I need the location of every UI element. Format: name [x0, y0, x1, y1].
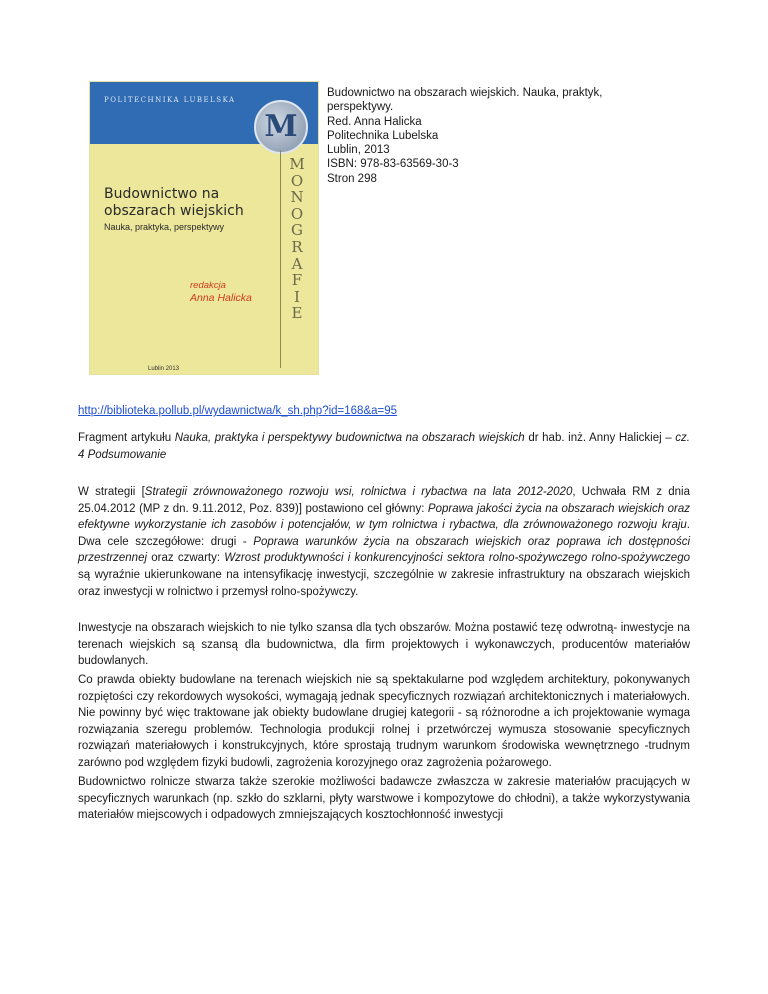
paragraph-strategy	[78, 484, 690, 600]
text-run: oraz czwarty:	[147, 552, 225, 565]
series-letter: I	[294, 287, 300, 306]
cover-publisher: POLITECHNIKA LUBELSKA	[104, 96, 236, 104]
cover-title: Budownictwo na obszarach wiejskich	[104, 186, 244, 219]
cover-editor: Anna Halicka	[190, 292, 252, 304]
fragment-prefix: Fragment artykułu	[78, 432, 175, 444]
series-letter: A	[291, 254, 303, 273]
book-place-year: Lublin, 2013	[327, 144, 390, 157]
text-run: są wyraźnie ukierunkowane na intensyfikację inwestycji, szczególnie w zakresie infrastruktury na obszarach wiejskich oraz inwestycji w rolnictwo i przemysł rolno-spożywczy.	[78, 568, 690, 598]
series-letter: N	[290, 188, 304, 207]
book-publisher: Politechnika Lubelska	[327, 129, 439, 142]
italic-run: Poprawa warunków życia na obszarach wiejskich oraz poprawa ich dostępności przestrzennej	[78, 535, 690, 565]
book-title-line1: Budownictwo na obszarach wiejskich. Nauka, praktyk,	[327, 87, 603, 99]
book-editor: Red. Anna Halicka	[327, 115, 422, 128]
text-run: . Dwa cele szczegółowe: drugi -	[78, 519, 690, 548]
cover-series-name	[286, 156, 308, 322]
paragraph-research: Budownictwo rolnicze stwarza także szerokie możliwości badawcze zwłaszcza w zakresie materiałów pracujących w specyficznych warunkach (np. szkło do szklarni, płyty warstwowe i kompozytowe do chłodni), a także wykorzystywania materiałów miejscowych i odpadowych zmniejszających kosztochłonność inwestycji	[78, 776, 690, 822]
paragraph-buildings: Co prawda obiekty budowlane na terenach wiejskich nie są spektakularne pod względem architektury, pokonywanych rozpiętości czy rekordowych wysokości, wymagają jednak specyficznych rozwiązań architektonicznych i materiałowych. Nie powinny być więc traktowane jak obiekty budowlane drugiej kategorii - są różnorodne a ich projektowanie wymaga rozwiązania szeregu problemów. Technologia produkcji rolnej i przetwórczej wymusza stosowanie specyficznych rozwiązań materiałowych i konstrukcyjnych, które sprostają trudnym warunkom środowiska wewnętrznego -trudnym zarówno pod względem fizyki budowli, zagrożenia korozyjnego oraz zagrożenia pożarowego.	[78, 674, 690, 769]
series-letter: O	[290, 171, 304, 190]
italic-run: Poprawa jakości życia na obszarach wiejskich oraz efektywne wykorzystanie ich zasobów i potencjałów, w tym rolnictwa i rybactwa, dla zrównoważonego rozwoju kraju	[78, 502, 690, 532]
book-cover-image	[90, 82, 318, 374]
publisher-logo: M	[254, 100, 308, 154]
article-author: dr hab. inż. Anny Halickiej –	[524, 432, 676, 444]
fragment-intro	[78, 430, 690, 463]
library-link[interactable]: http://biblioteka.pollub.pl/wydawnictwa/k_sh.php?id=168&a=95	[78, 405, 398, 417]
book-title-line2: perspektywy.	[327, 101, 394, 114]
series-letter: M	[289, 155, 305, 173]
paragraph-investments: Inwestycje na obszarach wiejskich to nie tylko szansa dla tych obszarów. Można postawić tezę odwrotną- inwestycje na terenach wiejskich są szansą dla budownictwa, dla firm projektowych i wykonawczych, producentów materiałów budowlanych.	[78, 622, 690, 668]
text-run: , Uchwała RM z dnia 25.04.2012 (MP z dn. 9.11.2012, Poz. 839)] postawiono cel główny:	[78, 486, 690, 515]
series-letter: G	[291, 221, 303, 240]
article-section: cz. 4 Podsumowanie	[78, 432, 690, 461]
cover-editor-label: redakcja	[190, 280, 226, 291]
series-letter: E	[291, 304, 303, 323]
book-info	[327, 86, 647, 186]
text-run: W strategii [	[78, 486, 145, 498]
series-letter: R	[291, 237, 303, 256]
cover-place-year: Lublin 2013	[148, 366, 180, 372]
book-isbn: ISBN: 978-83-63569-30-3	[327, 158, 459, 171]
article-title: Nauka, praktyka i perspektywy budownictwa na obszarach wiejskich	[174, 432, 525, 444]
cover-divider	[280, 150, 281, 368]
italic-run: Strategii zrównoważonego rozwoju wsi, rolnictwa i rybactwa na lata 2012-2020	[144, 486, 573, 498]
series-letter: F	[291, 271, 303, 290]
italic-run: Wzrost produktywności i konkurencyjności sektora rolno-spożywczego rolno-spożywczego	[224, 552, 690, 565]
series-letter: O	[290, 204, 304, 223]
book-pages: Stron 298	[327, 172, 377, 185]
cover-subtitle: Nauka, praktyka, perspektywy	[104, 222, 225, 232]
